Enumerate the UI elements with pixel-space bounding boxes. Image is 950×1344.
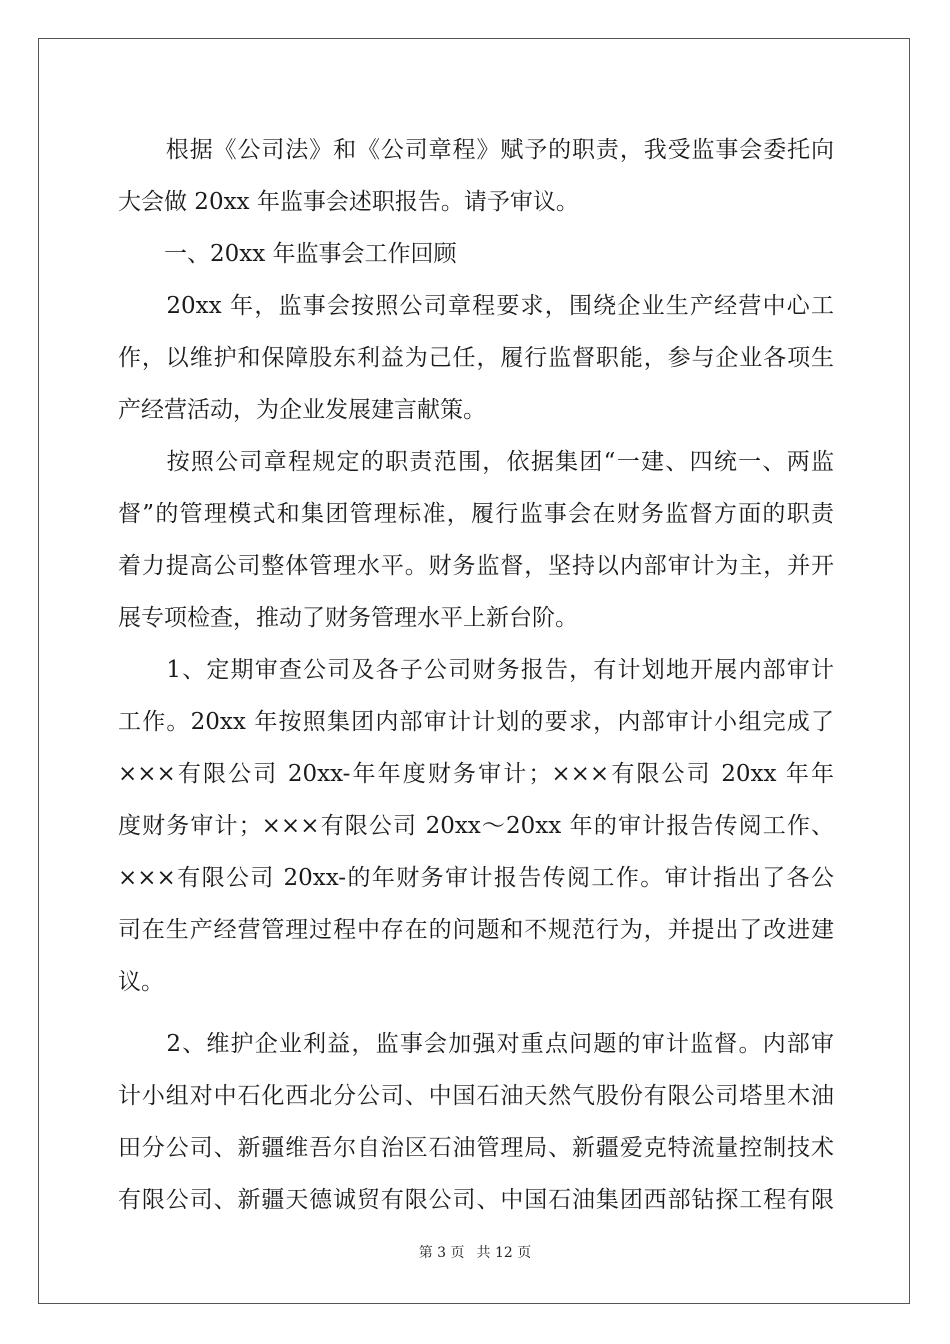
- document-body: [118, 124, 834, 1226]
- text-line: ×××有限公司 20xx-的年财务审计报告传阅工作。审计指出了各公: [118, 865, 834, 891]
- text-line: 督”的管理模式和集团管理标准，履行监事会在财务监督方面的职责: [118, 501, 834, 527]
- page-footer: [0, 1242, 950, 1262]
- paragraph: [118, 436, 834, 644]
- paragraph-gap: [118, 1008, 834, 1018]
- paragraph: [118, 124, 834, 228]
- text-line: 工作。20xx 年按照集团内部审计计划的要求，内部审计小组完成了: [118, 709, 834, 735]
- text-line: 田分公司、新疆维吾尔自治区石油管理局、新疆爱克特流量控制技术: [118, 1135, 834, 1161]
- text-line: 1、定期审查公司及各子公司财务报告，有计划地开展内部审计: [118, 657, 834, 683]
- text-line: 着力提高公司整体管理水平。财务监督，坚持以内部审计为主，并开: [118, 553, 834, 579]
- text-line: 大会做 20xx 年监事会述职报告。请予审议。: [118, 189, 579, 215]
- text-line: 议。: [118, 969, 164, 995]
- text-line: 按照公司章程规定的职责范围，依据集团“一建、四统一、两监: [118, 449, 834, 475]
- paragraph: [118, 644, 834, 1008]
- page-number: 第 3 页: [418, 1245, 465, 1261]
- section-heading: [118, 228, 834, 280]
- text-line: 根据《公司法》和《公司章程》赋予的职责，我受监事会委托向: [118, 137, 834, 163]
- text-line: 作，以维护和保障股东利益为己任，履行监督职能，参与企业各项生: [118, 345, 834, 371]
- text-line: 20xx 年，监事会按照公司章程要求，围绕企业生产经营中心工: [118, 293, 834, 319]
- text-line: 有限公司、新疆天德诚贸有限公司、中国石油集团西部钻探工程有限: [118, 1187, 834, 1213]
- text-line: 一、20xx 年监事会工作回顾: [118, 241, 457, 267]
- paragraph: [118, 280, 834, 436]
- text-line: 计小组对中石化西北分公司、中国石油天然气股份有限公司塔里木油: [118, 1083, 834, 1109]
- text-line: 司在生产经营管理过程中存在的问题和不规范行为，并提出了改进建: [118, 917, 834, 943]
- text-line: 2、维护企业利益，监事会加强对重点问题的审计监督。内部审: [118, 1031, 834, 1057]
- text-line: 度财务审计；×××有限公司 20xx～20xx 年的审计报告传阅工作、: [118, 813, 834, 839]
- text-line: 展专项检查，推动了财务管理水平上新台阶。: [118, 605, 578, 631]
- text-line: ×××有限公司 20xx-年年度财务审计；×××有限公司 20xx 年年: [118, 761, 834, 787]
- page-total: 共 12 页: [476, 1245, 532, 1261]
- text-line: 产经营活动，为企业发展建言献策。: [118, 397, 486, 423]
- paragraph: [118, 1018, 834, 1226]
